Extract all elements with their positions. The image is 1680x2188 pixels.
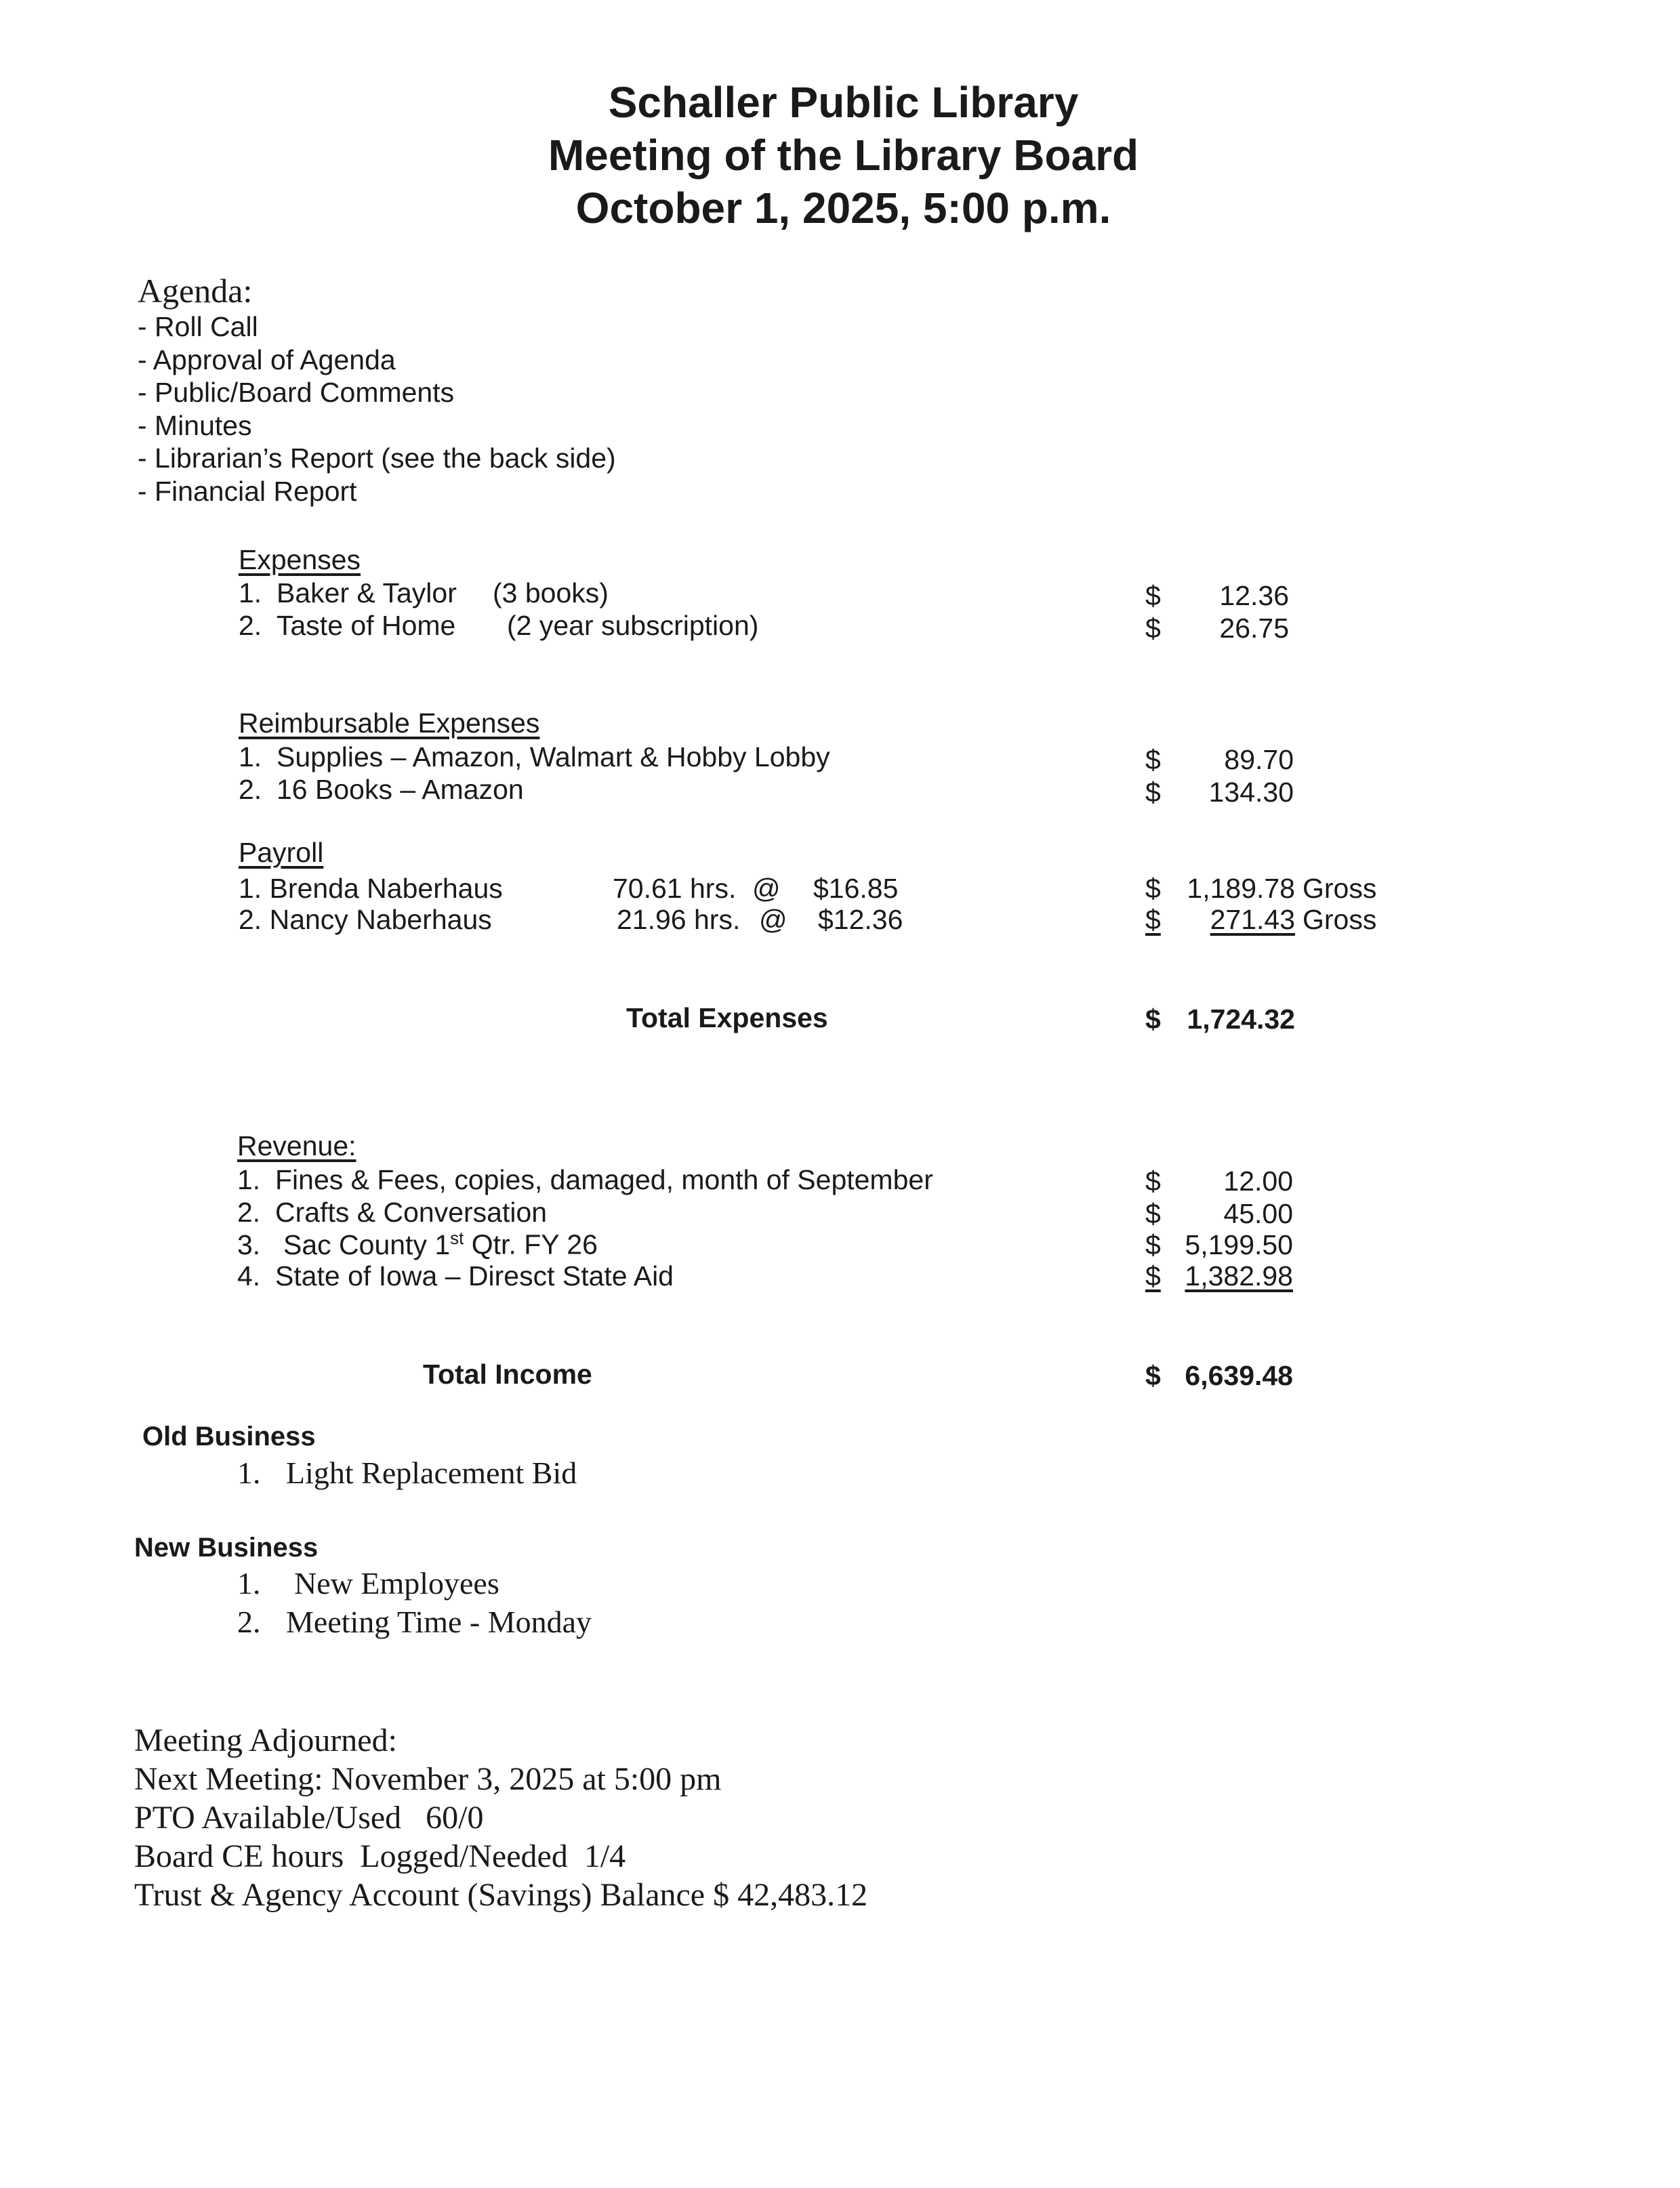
agenda-item: - Librarian’s Report (see the back side) [138, 442, 616, 474]
reimbursable-amount: 134.30 [1208, 777, 1294, 808]
agenda-heading: Agenda: [138, 272, 253, 310]
dollar-sign: $ [1145, 1229, 1161, 1260]
dollar-sign: $ [1145, 580, 1161, 611]
footer-line: Board CE hours Logged/Needed 1/4 [134, 1838, 626, 1874]
payroll-amount: 271.43 [1210, 904, 1295, 935]
payroll-rate: $16.85 [813, 873, 899, 904]
old-business-num: 1. [237, 1456, 261, 1490]
payroll-hours: 21.96 hrs. [617, 904, 741, 935]
revenue-amount: 1,382.98 [1185, 1260, 1293, 1292]
revenue-num: 2. [237, 1197, 261, 1228]
revenue-amount: 45.00 [1223, 1198, 1293, 1229]
agenda-item: - Minutes [138, 409, 252, 441]
revenue-name-superscript: st [450, 1228, 464, 1248]
revenue-name: Qtr. FY 26 [464, 1229, 598, 1260]
revenue-row [237, 1164, 933, 1196]
payroll-heading: Payroll [239, 837, 324, 868]
expenses-heading: Expenses [239, 544, 361, 575]
old-business-heading: Old Business [142, 1422, 316, 1451]
revenue-heading: Revenue: [237, 1130, 356, 1161]
dollar-sign: $ [1145, 1198, 1161, 1229]
new-business-item [237, 1604, 592, 1640]
new-business-text: Meeting Time - Monday [286, 1605, 592, 1639]
revenue-num: 1. [237, 1164, 261, 1195]
revenue-name: Crafts & Conversation [275, 1197, 548, 1228]
dollar-sign: $ [1145, 744, 1161, 775]
expense-note: (3 books) [493, 577, 609, 608]
dollar-sign: $ [1145, 904, 1161, 935]
agenda-item: - Financial Report [138, 475, 357, 507]
title-library-name: Schaller Public Library [608, 78, 1079, 127]
dollar-sign: $ [1145, 777, 1161, 808]
total-income-amount: 6,639.48 [1185, 1360, 1293, 1391]
expense-num: 2. [239, 610, 262, 641]
agenda-item: - Roll Call [138, 311, 258, 342]
new-business-num: 2. [237, 1605, 261, 1639]
revenue-name: State of Iowa – Diresct State Aid [275, 1260, 674, 1292]
title-meeting-name: Meeting of the Library Board [548, 131, 1139, 180]
footer-notes [134, 1721, 867, 1914]
reimbursable-row [239, 774, 524, 806]
footer-line: Meeting Adjourned: [134, 1722, 397, 1758]
footer-line: PTO Available/Used 60/0 [134, 1800, 484, 1836]
payroll-at: @ [752, 873, 781, 904]
revenue-amount: 5,199.50 [1185, 1229, 1293, 1260]
expense-name: Baker & Taylor [276, 577, 457, 608]
payroll-rate: $12.36 [818, 904, 903, 935]
dollar-sign: $ [1145, 1260, 1161, 1292]
revenue-row [237, 1197, 547, 1229]
reimbursable-num: 2. [239, 774, 262, 805]
new-business-heading: New Business [134, 1533, 319, 1563]
reimbursable-row [239, 741, 830, 773]
dollar-sign: $ [1145, 1360, 1161, 1391]
payroll-hours: 70.61 hrs. [613, 873, 737, 904]
revenue-name: Sac County 1 [283, 1229, 451, 1260]
total-expenses-label: Total Expenses [626, 1002, 828, 1033]
reimbursable-name: 16 Books – Amazon [276, 774, 524, 805]
old-business-item [237, 1455, 577, 1491]
dollar-sign: $ [1145, 873, 1161, 904]
reimbursable-name: Supplies – Amazon, Walmart & Hobby Lobby [276, 741, 830, 772]
title-meeting-date: October 1, 2025, 5:00 p.m. [575, 184, 1111, 232]
agenda-list [138, 310, 616, 508]
expense-amount: 26.75 [1219, 613, 1289, 644]
payroll-amount: 1,189.78 [1187, 873, 1295, 904]
total-income-label: Total Income [423, 1359, 592, 1390]
payroll-employee-name: 1. Brenda Naberhaus [239, 873, 503, 904]
reimbursable-heading: Reimbursable Expenses [239, 707, 540, 739]
total-expenses-amount: 1,724.32 [1187, 1004, 1295, 1035]
new-business-num: 1. [237, 1566, 261, 1601]
expense-row [239, 577, 457, 609]
expense-num: 1. [239, 577, 262, 608]
document-title [0, 76, 1680, 234]
revenue-row [237, 1228, 598, 1261]
reimbursable-num: 1. [239, 741, 262, 772]
expense-amount: 12.36 [1219, 580, 1289, 611]
agenda-item: - Approval of Agenda [138, 344, 396, 375]
expense-note: (2 year subscription) [507, 610, 759, 641]
payroll-gross-label: Gross [1303, 873, 1377, 904]
revenue-row [237, 1260, 674, 1292]
new-business-text: New Employees [294, 1566, 499, 1601]
payroll-gross-label: Gross [1303, 904, 1377, 935]
dollar-sign: $ [1145, 1004, 1161, 1035]
revenue-name: Fines & Fees, copies, damaged, month of September [275, 1164, 933, 1195]
new-business-item [237, 1565, 499, 1601]
payroll-employee-name: 2. Nancy Naberhaus [239, 904, 492, 935]
footer-line: Trust & Agency Account (Savings) Balance $ 42,483.12 [134, 1877, 868, 1913]
revenue-num: 3. [237, 1229, 261, 1260]
revenue-num: 4. [237, 1260, 261, 1292]
expense-row [239, 610, 455, 642]
expense-name: Taste of Home [276, 610, 456, 641]
reimbursable-amount: 89.70 [1224, 744, 1294, 775]
payroll-at: @ [759, 904, 787, 935]
footer-line: Next Meeting: November 3, 2025 at 5:00 pm [134, 1761, 722, 1797]
dollar-sign: $ [1145, 613, 1161, 644]
revenue-amount: 12.00 [1223, 1165, 1293, 1197]
old-business-text: Light Replacement Bid [286, 1456, 577, 1490]
agenda-item: - Public/Board Comments [138, 377, 455, 408]
dollar-sign: $ [1145, 1165, 1161, 1197]
